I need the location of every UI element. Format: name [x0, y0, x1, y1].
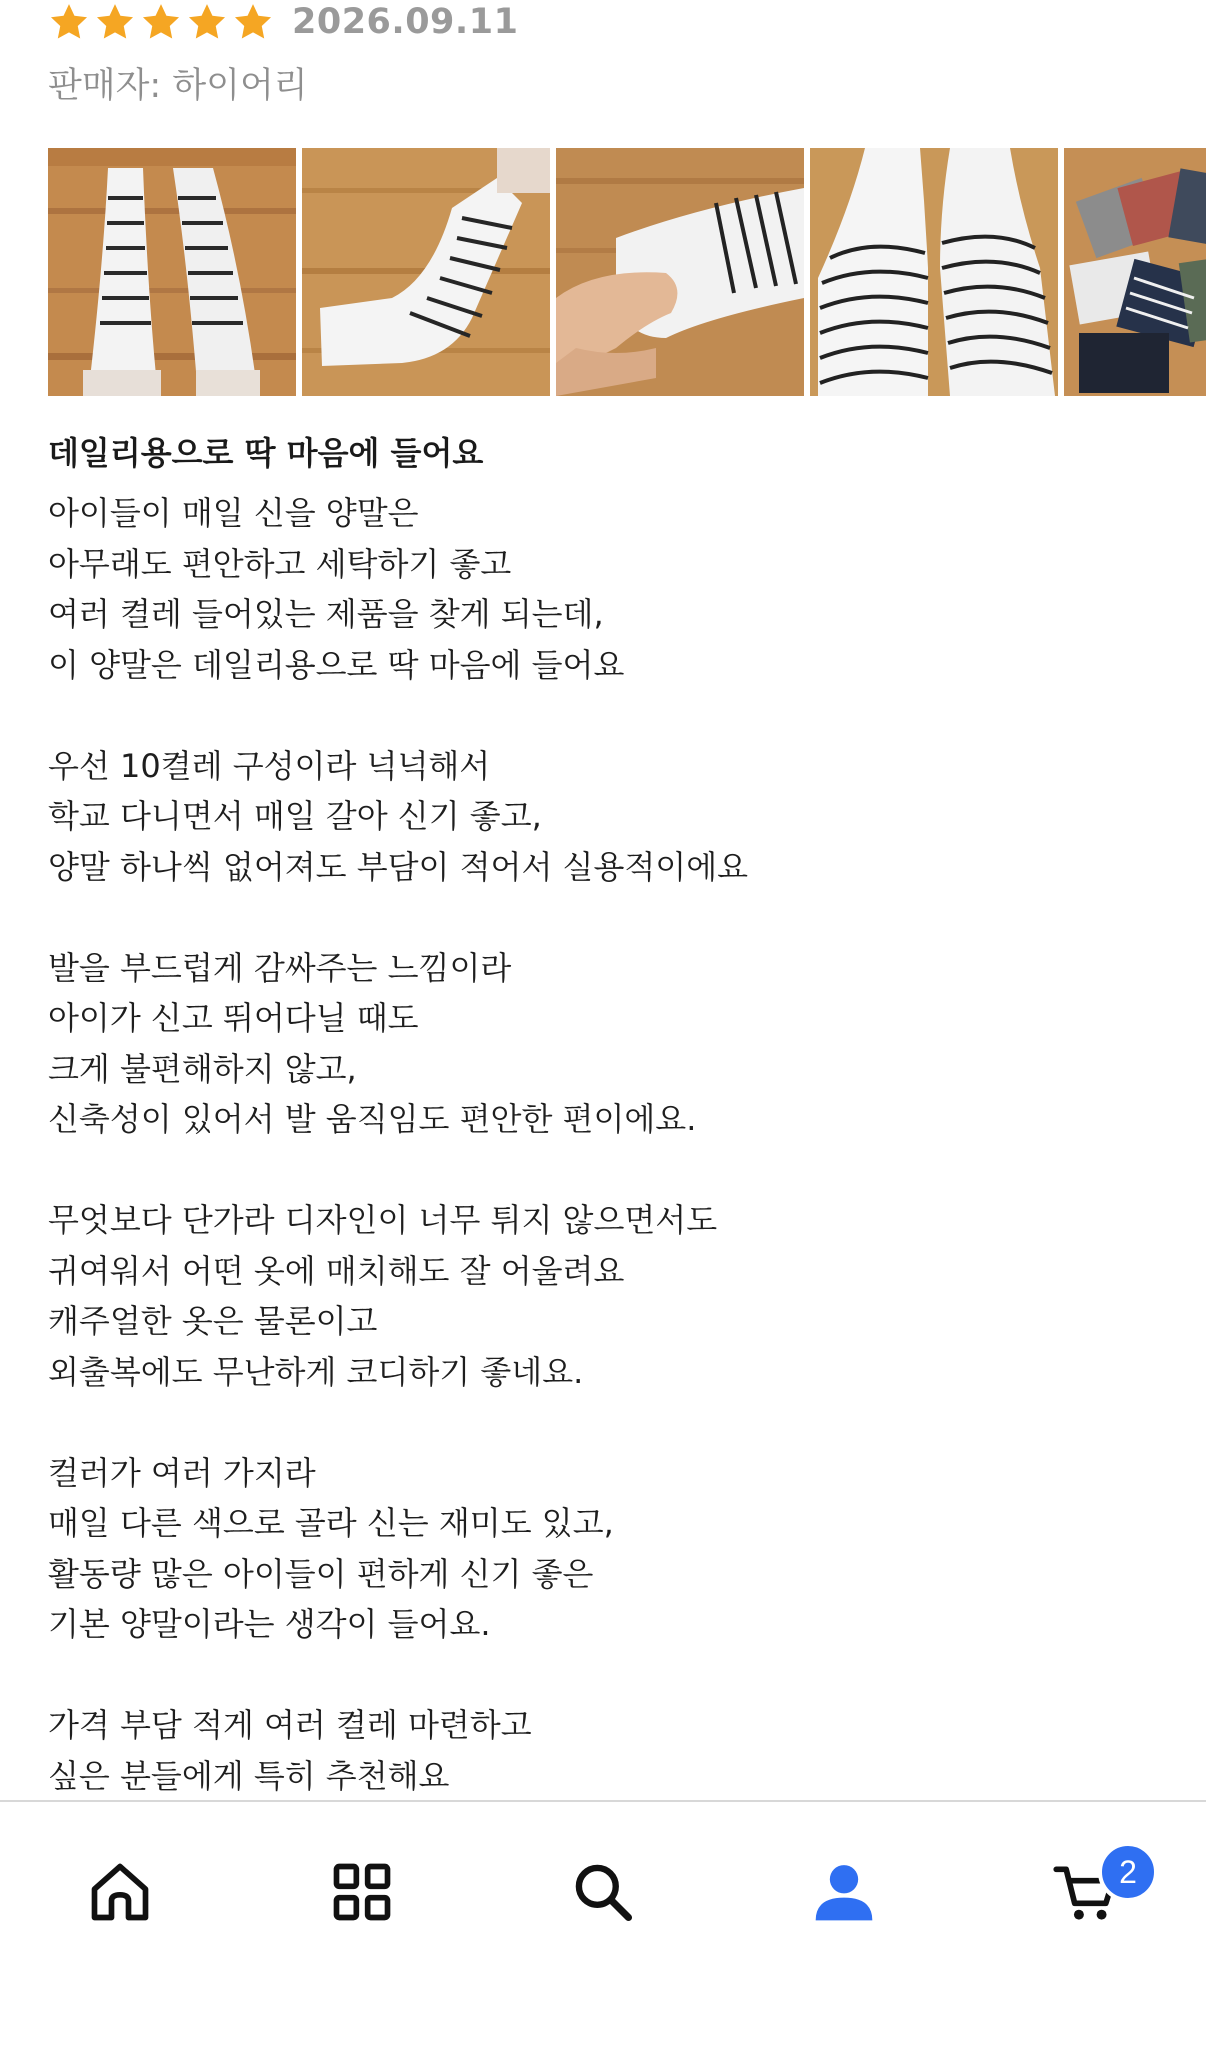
review-body-line: 이 양말은 데일리용으로 딱 마음에 들어요: [48, 645, 625, 684]
review-body-line: 외출복에도 무난하게 코디하기 좋네요.: [48, 1352, 584, 1391]
review-body-spacer: [48, 1145, 748, 1196]
cart-count-badge: 2: [1098, 1842, 1158, 1902]
review-body-line: 학교 다니면서 매일 갈아 신기 좋고,: [48, 797, 542, 835]
tab-search[interactable]: [543, 1842, 663, 1942]
star-icon: [94, 1, 136, 43]
review-body-line: 캐주얼한 옷은 물론이고: [48, 1302, 378, 1340]
tab-my-page[interactable]: [784, 1842, 904, 1942]
review-body-line: 아이들이 매일 신을 양말은: [48, 494, 419, 532]
review-body-line: 아이가 신고 뛰어다닐 때도: [48, 999, 419, 1037]
tab-cart[interactable]: [1026, 1842, 1146, 1942]
review-photo-1[interactable]: [48, 148, 296, 396]
socks-photo-image: [810, 148, 1058, 396]
review-body-line: 귀여워서 어떤 옷에 매치해도 잘 어울려요: [48, 1251, 625, 1290]
review-title: 데일리용으로 딱 마음에 들어요: [48, 434, 484, 472]
review-photo-2[interactable]: [302, 148, 550, 396]
socks-photo-image: [302, 148, 550, 396]
socks-photo-image: [48, 148, 296, 396]
review-body-line: 크게 불편해하지 않고,: [48, 1049, 357, 1088]
review-body-line: 기본 양말이라는 생각이 들어요.: [48, 1605, 491, 1643]
grid-icon: [328, 1858, 396, 1926]
review-body-spacer: [48, 1650, 748, 1701]
review-body-spacer: [48, 690, 748, 741]
review-body-line: 우선 10켤레 구성이라 넉넉해서: [48, 746, 491, 785]
review-body-line: 발을 부드럽게 감싸주는 느낌이라: [48, 948, 512, 987]
review-body-line: 신축성이 있어서 발 움직임도 편안한 편이에요.: [48, 1100, 697, 1138]
seller-name: 판매자: 하이어리: [48, 66, 308, 106]
review-body-line: 활동량 많은 아이들이 편하게 신기 좋은: [48, 1554, 594, 1593]
socks-photo-image: [1064, 148, 1206, 396]
review-body-line: 컬러가 여러 가지라: [48, 1453, 316, 1492]
search-icon: [569, 1858, 637, 1926]
review-photo-3[interactable]: [556, 148, 804, 396]
review-body-line: 양말 하나씩 없어져도 부담이 적어서 실용적이에요: [48, 847, 749, 886]
review-body-line: 무엇보다 단가라 디자인이 너무 튀지 않으면서도: [48, 1201, 718, 1239]
review-photo-strip[interactable]: [48, 148, 1206, 396]
bottom-tab-bar: [0, 1800, 1206, 2059]
review-date: 2026.09.11: [292, 2, 519, 42]
review-body-spacer: [48, 892, 748, 943]
review-body-line: 여러 켤레 들어있는 제품을 찾게 되는데,: [48, 595, 604, 633]
review-body-line: 아무래도 편안하고 세탁하기 좋고: [48, 544, 512, 583]
review-body-line: 가격 부담 적게 여러 켤레 마련하고: [48, 1706, 532, 1744]
review-photo-5[interactable]: [1064, 148, 1206, 396]
review-body: [48, 488, 748, 1801]
star-rating: [48, 1, 274, 43]
tab-home[interactable]: [60, 1842, 180, 1942]
review-body-line: 싶은 분들에게 특히 추천해요: [48, 1756, 450, 1795]
star-icon: [186, 1, 228, 43]
user-icon: [810, 1858, 878, 1926]
tab-categories[interactable]: [302, 1842, 422, 1942]
star-icon: [48, 1, 90, 43]
star-icon: [140, 1, 182, 43]
rating-row: [48, 0, 518, 44]
review-photo-4[interactable]: [810, 148, 1058, 396]
home-icon: [86, 1858, 154, 1926]
star-icon: [232, 1, 274, 43]
socks-photo-image: [556, 148, 804, 396]
review-body-spacer: [48, 1397, 748, 1448]
review-body-line: 매일 다른 색으로 골라 신는 재미도 있고,: [48, 1504, 614, 1542]
